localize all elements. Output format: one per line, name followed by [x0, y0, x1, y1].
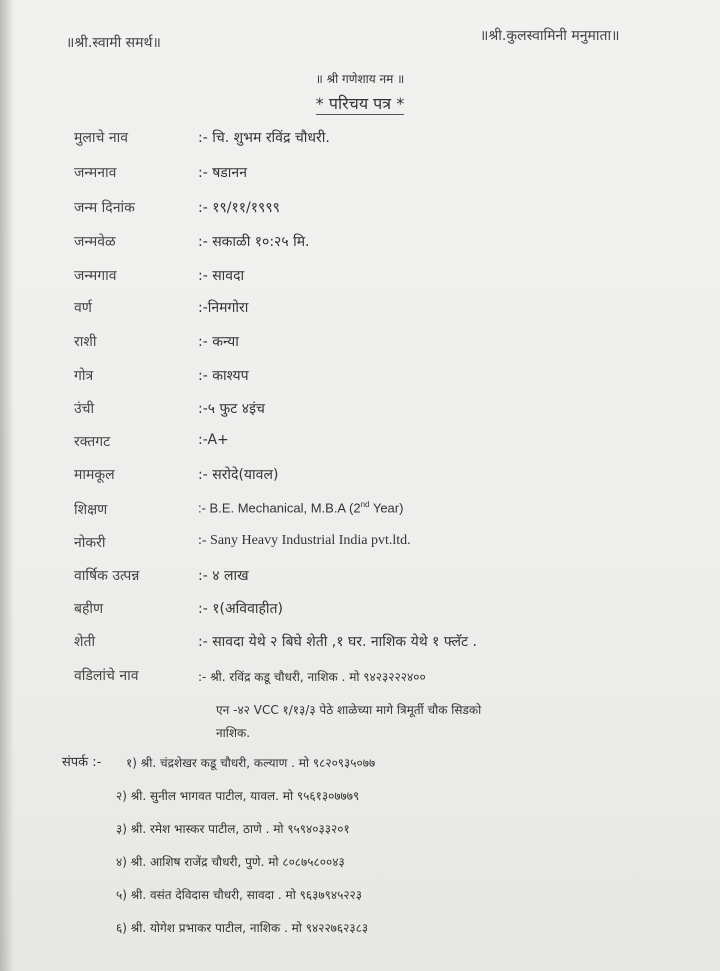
contact-item: ५) श्री. वसंत देविदास चौधरी, सावदा . मो ९६३७९४५२२३ — [116, 888, 363, 902]
contacts-heading: संपर्क :- — [62, 755, 102, 770]
contact-item: ४) श्री. आशिष राजेंद्र चौधरी, पुणे. मो ८०८७५८००४३ — [116, 855, 345, 869]
field-value: :-५ फुट ४इंच — [198, 401, 265, 417]
field-label: उंची — [74, 401, 95, 417]
field-label: वार्षिक उत्पन्न — [74, 568, 140, 584]
field-value: :- षडानन — [198, 165, 247, 181]
field-label: मुलाचे नाव — [74, 130, 129, 146]
field-value: :- १(अविवाहीत) — [198, 601, 283, 617]
field-value: :-निमगोरा — [198, 300, 249, 316]
field-label: जन्मनाव — [74, 165, 117, 181]
field-label: बहीण — [74, 601, 104, 617]
field-value: :- श्री. रविंद्र कडू चौधरी, नाशिक . मो ९४२३२२२४०० — [198, 670, 426, 684]
field-value: :- सरोदे(यावल) — [198, 467, 279, 483]
contact-item: ३) श्री. रमेश भास्कर पाटील, ठाणे . मो ९५९४०३३२०१ — [116, 822, 350, 836]
field-value: :- काश्यप — [198, 368, 249, 384]
field-value: :- सावदा येथे २ बिघे शेती ,१ घर. नाशिक येथे १ फ्लॅट . — [198, 634, 477, 650]
right-blessing: ॥श्री.कुलस्वामिनी मनुमाता॥ — [480, 28, 620, 44]
field-value: :- चि. शुभम रविंद्र चौधरी. — [198, 130, 330, 146]
field-label: शेती — [74, 634, 96, 650]
contact-item: १) श्री. चंद्रशेखर कडू चौधरी, कल्याण . मो ९८२०९३५०७७ — [126, 756, 376, 770]
field-value: :- कन्या — [198, 334, 239, 350]
field-label: वडिलांचे नाव — [74, 668, 139, 684]
title-text: * परिचय पत्र * — [315, 94, 405, 113]
field-label: नोकरी — [74, 535, 106, 551]
field-label: जन्मवेळ — [74, 234, 116, 250]
left-blessing: ॥श्री.स्वामी समर्थ॥ — [66, 35, 161, 51]
field-value: :- B.E. Mechanical, M.B.A (2nd Year) — [198, 500, 404, 516]
field-value: :-A+ — [198, 432, 229, 448]
page-title — [0, 92, 720, 114]
field-label: जन्मगाव — [74, 268, 117, 284]
field-label: गोत्र — [74, 368, 94, 384]
field-value: :- Sany Heavy Industrial India pvt.ltd. — [198, 533, 411, 548]
father-address-line1: एन -४२ VCC १/१३/३ पेठे शाळेच्या मागे त्रिमूर्ती चौक सिडको — [216, 703, 482, 717]
contact-item: २) श्री. सुनील भागवत पाटील, यावल. मो ९५६१३०७७७९ — [116, 789, 360, 803]
page-shadow — [0, 0, 14, 971]
field-label: मामकूल — [74, 467, 115, 483]
field-label: राशी — [74, 334, 97, 350]
field-value: :- सावदा — [198, 268, 245, 284]
field-label: शिक्षण — [74, 502, 108, 518]
father-address-line2: नाशिक. — [216, 726, 251, 740]
invocation: ॥ श्री गणेशाय नम ॥ — [315, 72, 405, 86]
field-label: वर्ण — [74, 300, 92, 316]
field-label: रक्तगट — [74, 434, 111, 450]
field-label: जन्म दिनांक — [74, 200, 135, 216]
field-value: :- १९/११/१९९९ — [198, 200, 280, 216]
field-value: :- सकाळी १०:२५ मि. — [198, 234, 310, 250]
field-value: :- ४ लाख — [198, 568, 249, 584]
contact-item: ६) श्री. योगेश प्रभाकर पाटील, नाशिक . मो ९४२२७६२३८३ — [116, 921, 369, 935]
